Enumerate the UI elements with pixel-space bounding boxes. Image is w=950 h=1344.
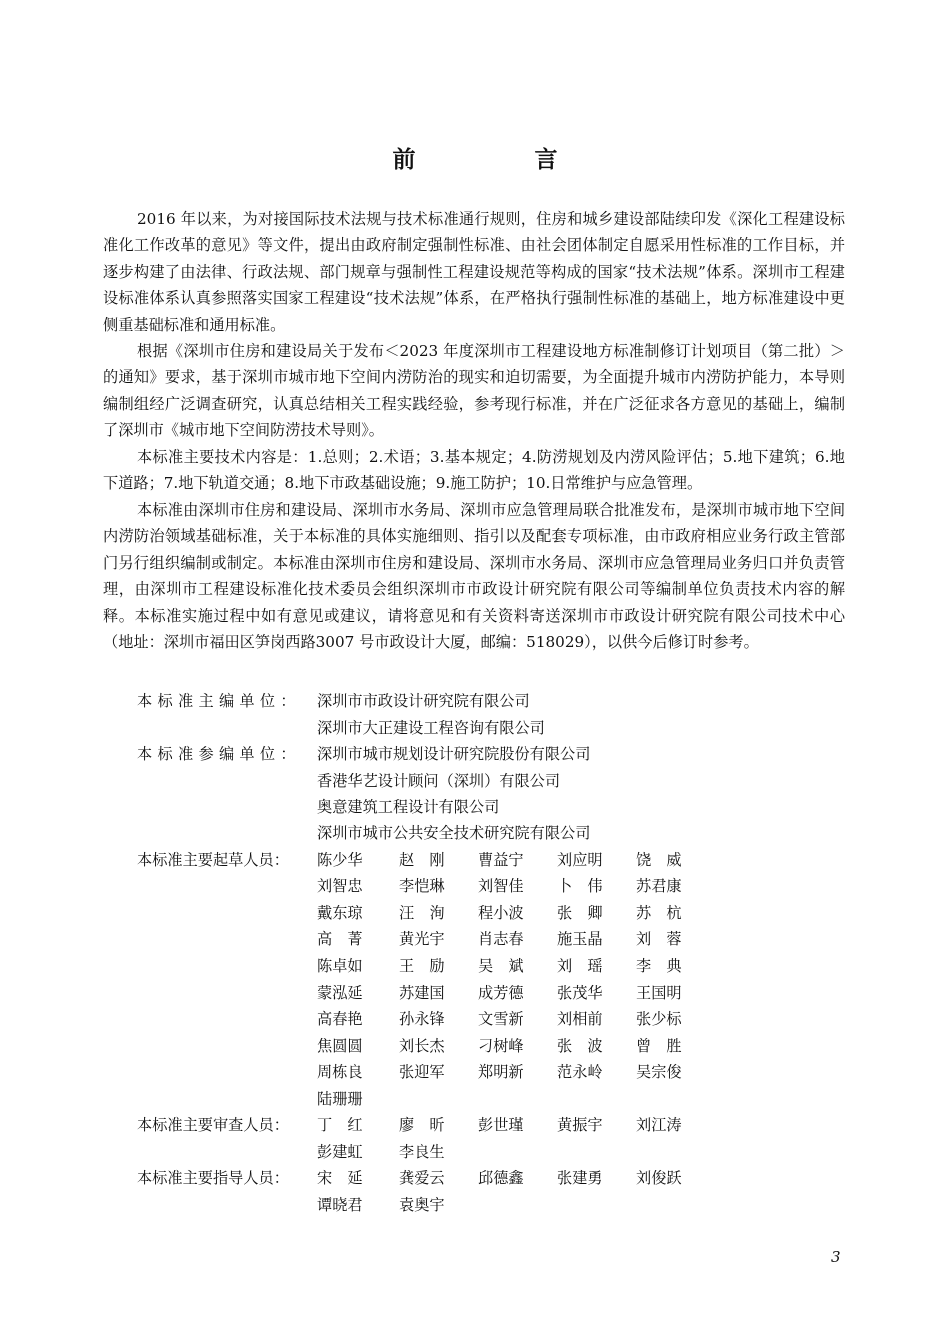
- person-name: 廖 昕: [399, 1116, 445, 1134]
- participating-unit-row: [103, 820, 845, 846]
- person-name: 龚爱云: [399, 1169, 445, 1187]
- person-name: 陆珊珊: [317, 1090, 363, 1108]
- person-name: 陈少华: [317, 851, 363, 869]
- person-name: 高春艳: [317, 1010, 363, 1028]
- person-name: 张少标: [636, 1010, 682, 1028]
- chief-unit: 深圳市大正建设工程咨询有限公司: [317, 719, 545, 737]
- participating-unit-row: [103, 768, 845, 794]
- chief-unit: 深圳市市政设计研究院有限公司: [317, 692, 530, 710]
- person-name: 王国明: [636, 984, 682, 1002]
- person-name: 丁 红: [317, 1116, 363, 1134]
- participating-unit: 奥意建筑工程设计有限公司: [317, 798, 500, 816]
- person-name: 刘长杰: [399, 1037, 445, 1055]
- person-name: 焦圆圆: [317, 1037, 363, 1055]
- drafters-row: [103, 1086, 845, 1112]
- person-name: 李良生: [399, 1143, 445, 1161]
- paragraph-approval: 本标准由深圳市住房和建设局、深圳市水务局、深圳市应急管理局联合批准发布，是深圳市城市地下空间内涝防治领域基础标准，关于本标准的具体实施细则、指引以及配套专项标准，由市政府相应业务行政主管部门另行组织编制或制定。本标准由深圳市住房和建设局、深圳市水务局、深圳市应急管理局业务归口并负责管理，由深圳市工程建设标准化技术委员会组织深圳市市政设计研究院有限公司等编制单位负责技术内容的解释。本标准实施过程中如有意见或建议，请将意见和有关资料寄送深圳市市政设计研究院有限公司技术中心（地址：深圳市福田区笋岗西路3007 号市政设计大厦，邮编：518029），以供今后修订时参考。: [103, 501, 845, 652]
- person-name: 施玉晶: [557, 930, 603, 948]
- person-name: 刘智佳: [478, 877, 524, 895]
- person-name: 文雪新: [478, 1010, 524, 1028]
- person-name: 李恺琳: [399, 877, 445, 895]
- person-name: 苏 杭: [636, 904, 682, 922]
- drafters-row: [103, 847, 845, 873]
- person-name: 曾 胜: [636, 1037, 682, 1055]
- drafters-row: [103, 900, 845, 926]
- person-name: 黄光宇: [399, 930, 445, 948]
- reviewers-label: 本标准主要审查人员：: [137, 1116, 289, 1134]
- drafters-row: [103, 873, 845, 899]
- person-name: 刘 瑶: [557, 957, 603, 975]
- drafters-row: [103, 1006, 845, 1032]
- person-name: 邱德鑫: [478, 1169, 524, 1187]
- person-name: 彭建虹: [317, 1143, 363, 1161]
- person-name: 苏君康: [636, 877, 682, 895]
- person-name: 刁树峰: [478, 1037, 524, 1055]
- person-name: 袁奥宇: [399, 1196, 445, 1214]
- person-name: 刘相前: [557, 1010, 603, 1028]
- person-name: 张 波: [557, 1037, 603, 1055]
- participating-unit: 香港华艺设计顾问（深圳）有限公司: [317, 772, 560, 790]
- participating-units-label: 本标准参编单位：: [137, 745, 301, 763]
- guides-label: 本标准主要指导人员：: [137, 1169, 289, 1187]
- page-number: 3: [831, 1248, 841, 1266]
- person-name: 张茂华: [557, 984, 603, 1002]
- person-name: 谭晓君: [317, 1196, 363, 1214]
- person-name: 黄振宇: [557, 1116, 603, 1134]
- person-name: 成芳德: [478, 984, 524, 1002]
- person-name: 张建勇: [557, 1169, 603, 1187]
- paragraph-contents: 本标准主要技术内容是：1.总则；2.术语；3.基本规定；4.防涝规划及内涝风险评估；5.地下建筑；6.地下道路；7.地下轨道交通；8.地下市政基础设施；9.施工防护；10.日常维护与应急管理。: [103, 448, 845, 493]
- person-name: 赵 刚: [399, 851, 445, 869]
- person-name: 刘俊跃: [636, 1169, 682, 1187]
- person-name: 高 菁: [317, 930, 363, 948]
- person-name: 孙永锋: [399, 1010, 445, 1028]
- person-name: 刘智忠: [317, 877, 363, 895]
- drafters-row: [103, 926, 845, 952]
- person-name: 程小波: [478, 904, 524, 922]
- paragraph-basis: 根据《深圳市住房和建设局关于发布＜2023 年度深圳市工程建设地方标准制修订计划项目（第二批）＞的通知》要求，基于深圳市城市地下空间内涝防治的现实和迫切需要，为全面提升城市内涝防护能力，本导则编制组经广泛调查研究，认真总结相关工程实践经验，参考现行标准，并在广泛征求各方意见的基础上，编制了深圳市《城市地下空间防涝技术导则》。: [103, 342, 845, 440]
- person-name: 刘 蓉: [636, 930, 682, 948]
- person-name: 吴宗俊: [636, 1063, 682, 1081]
- participating-unit-row: [103, 741, 845, 767]
- person-name: 王 励: [399, 957, 445, 975]
- person-name: 彭世瑾: [478, 1116, 524, 1134]
- person-name: 周栋良: [317, 1063, 363, 1081]
- guides-row: [103, 1165, 845, 1191]
- person-name: 郑明新: [478, 1063, 524, 1081]
- person-name: 张 卿: [557, 904, 603, 922]
- reviewers-row: [103, 1112, 845, 1138]
- drafters-label: 本标准主要起草人员：: [137, 851, 289, 869]
- drafters-row: [103, 953, 845, 979]
- paragraph-background: 2016 年以来，为对接国际技术法规与技术标准通行规则，住房和城乡建设部陆续印发《深化工程建设标准化工作改革的意见》等文件，提出由政府制定强制性标准、由社会团体制定自愿采用性标准的工作目标，并逐步构建了由法律、行政法规、部门规章与强制性工程建设规范等构成的国家“技术法规”体系。深圳市工程建设标准体系认真参照落实国家工程建设“技术法规”体系，在严格执行强制性标准的基础上，地方标准建设中更侧重基础标准和通用标准。: [103, 210, 845, 334]
- chief-unit-row: [103, 688, 845, 714]
- participating-unit: 深圳市城市规划设计研究院股份有限公司: [317, 745, 591, 763]
- person-name: 陈卓如: [317, 957, 363, 975]
- person-name: 曹益宁: [478, 851, 524, 869]
- person-name: 肖志春: [478, 930, 524, 948]
- person-name: 苏建国: [399, 984, 445, 1002]
- person-name: 张迎军: [399, 1063, 445, 1081]
- person-name: 戴东琼: [317, 904, 363, 922]
- person-name: 刘江涛: [636, 1116, 682, 1134]
- person-name: 宋 延: [317, 1169, 363, 1187]
- person-name: 卜 伟: [557, 877, 603, 895]
- person-name: 吴 斌: [478, 957, 524, 975]
- person-name: 李 典: [636, 957, 682, 975]
- reviewers-row: [103, 1139, 845, 1165]
- guides-row: [103, 1192, 845, 1218]
- participating-unit: 深圳市城市公共安全技术研究院有限公司: [317, 824, 591, 842]
- chief-unit-row: [103, 715, 845, 741]
- chief-units-label: 本标准主编单位：: [137, 692, 301, 710]
- drafters-row: [103, 980, 845, 1006]
- drafters-row: [103, 1033, 845, 1059]
- page-title: 前 言: [392, 146, 606, 173]
- drafters-row: [103, 1059, 845, 1085]
- person-name: 蒙泓延: [317, 984, 363, 1002]
- person-name: 汪 洵: [399, 904, 445, 922]
- person-name: 刘应明: [557, 851, 603, 869]
- person-name: 范永岭: [557, 1063, 603, 1081]
- person-name: 饶 威: [636, 851, 682, 869]
- participating-unit-row: [103, 794, 845, 820]
